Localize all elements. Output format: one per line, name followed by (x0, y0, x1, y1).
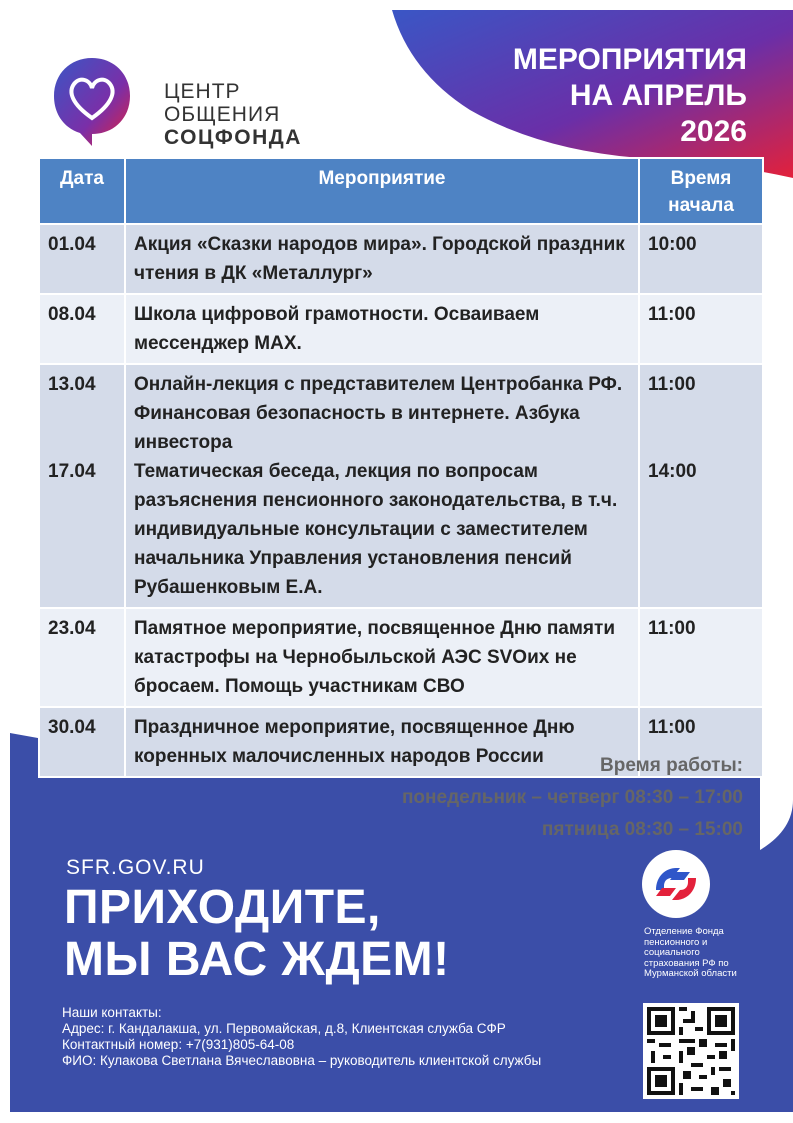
contacts-block (62, 1005, 582, 1069)
row-date (39, 364, 125, 608)
contacts-address: Адрес: г. Кандалакша, ул. Первомайская, д.8, Клиентская служба СФР (62, 1021, 506, 1036)
row-time (639, 364, 763, 608)
header-time-line-1: Время (670, 168, 732, 189)
table-row (39, 364, 763, 608)
brand-line-3: СОЦФОНДА (164, 126, 302, 149)
row-date-1: 13.04 (48, 374, 96, 395)
row-time-1: 11:00 (648, 374, 696, 395)
row-time: 11:00 (639, 707, 763, 777)
row-event: Праздничное мероприятие, посвященное Дню коренных малочисленных народов России (125, 707, 639, 777)
header-time-line-2: начала (668, 195, 734, 216)
row-event: Школа цифровой грамотности. Осваиваем мессенджер MAX. (125, 294, 639, 364)
row-time: 11:00 (639, 608, 763, 707)
row-time: 10:00 (639, 224, 763, 294)
sfr-emblem-icon (642, 850, 710, 918)
header-date: Дата (39, 158, 125, 224)
cta-line-1: ПРИХОДИТЕ, (64, 881, 381, 934)
row-date: 23.04 (39, 608, 125, 707)
brand-line-1: ЦЕНТР (164, 80, 241, 103)
working-hours (402, 750, 743, 846)
sfr-caption: Отделение Фонда пенсионного и социального страхования РФ по Мурманской области (644, 926, 737, 979)
website-link[interactable]: SFR.GOV.RU (66, 856, 205, 879)
row-date: 30.04 (39, 707, 125, 777)
table-row (39, 224, 763, 294)
brand-line-2: ОБЩЕНИЯ (164, 103, 281, 126)
hours-heading: Время работы: (600, 755, 743, 776)
row-date: 08.04 (39, 294, 125, 364)
contacts-phone: Контактный номер: +7(931)805-64-08 (62, 1037, 295, 1052)
row-event: Акция «Сказки народов мира». Городской праздник чтения в ДК «Металлург» (125, 224, 639, 294)
table-row (39, 608, 763, 707)
row-event-1: Онлайн-лекция с представителем Центробанка РФ. Финансовая безопасность в интернете. Азбука инвестора (134, 374, 623, 453)
events-table (38, 157, 764, 778)
hours-friday: пятница 08:30 – 15:00 (541, 819, 743, 840)
row-event: Памятное мероприятие, посвященное Дню памяти катастрофы на Чернобыльской АЭС SVOих не бросаем. Помощь участникам СВО (125, 608, 639, 707)
contacts-person: ФИО: Кулакова Светлана Вячеславовна – руководитель клиентской службы (62, 1053, 542, 1068)
row-date-2: 17.04 (48, 461, 96, 482)
title-line-3: 2026 (680, 115, 747, 148)
row-event-2: Тематическая беседа, лекция по вопросам разъяснения пенсионного законодательства, в т.ч. индивидуальные консультации с заместителем начальника Управления установления пенсий Рубашенковым Е.А. (134, 461, 618, 598)
hours-weekdays: понедельник – четверг 08:30 – 17:00 (401, 787, 743, 808)
call-to-action (64, 882, 450, 986)
row-time: 11:00 (639, 294, 763, 364)
row-time-2: 14:00 (648, 461, 697, 482)
contacts-heading: Наши контакты: (62, 1005, 162, 1020)
cta-line-2: МЫ ВАС ЖДЕМ! (64, 933, 450, 986)
row-date: 01.04 (39, 224, 125, 294)
title-line-2: НА АПРЕЛЬ (569, 79, 747, 112)
header-event: Мероприятие (125, 158, 639, 224)
table-header-row (39, 158, 763, 224)
title-line-1: МЕРОПРИЯТИЯ (512, 43, 747, 76)
qr-code-icon (643, 1003, 739, 1099)
row-event (125, 364, 639, 608)
header-time (639, 158, 763, 224)
table-row (39, 294, 763, 364)
